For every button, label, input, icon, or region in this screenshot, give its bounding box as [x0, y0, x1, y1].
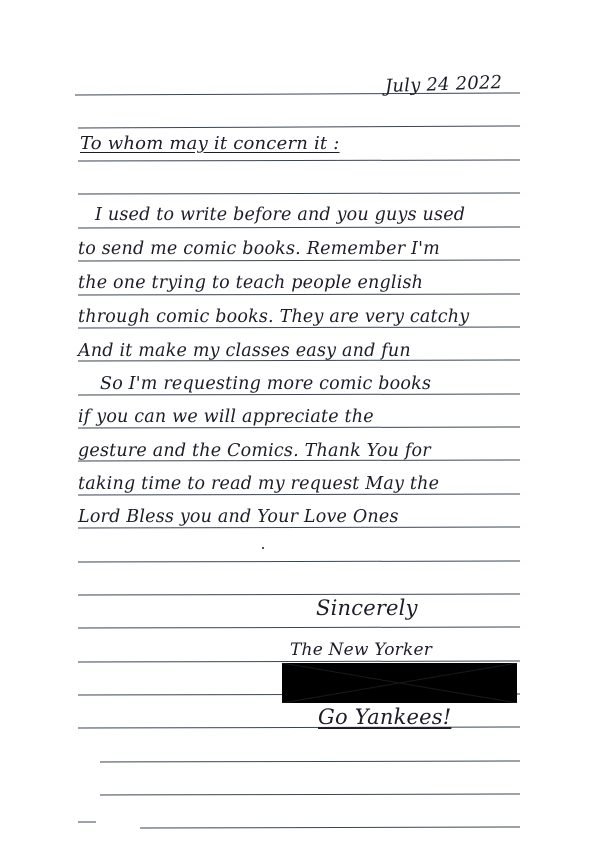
ruled-line: [78, 527, 520, 528]
signature-name: The New Yorker: [290, 640, 433, 660]
redaction-cross: [282, 663, 517, 703]
ruled-line: [78, 594, 520, 595]
ruled-line: [100, 794, 520, 795]
ruled-line: [78, 627, 520, 628]
ruled-line: [78, 126, 520, 128]
postscript: Go Yankees!: [318, 705, 452, 729]
letter-date: July 24 2022: [384, 71, 503, 98]
ruled-line: [78, 427, 520, 428]
ruled-line: [78, 193, 520, 194]
salutation: To whom may it concern it :: [80, 133, 340, 154]
redaction-box: [282, 663, 517, 703]
body-line: And it make my classes easy and fun: [78, 341, 411, 361]
ruled-line: [78, 260, 520, 261]
closing: Sincerely: [316, 596, 418, 620]
ruled-line: [78, 327, 520, 328]
ruled-line: [78, 394, 520, 395]
body-line: gesture and the Comics. Thank You for: [78, 441, 431, 461]
body-line: if you can we will appreciate the: [78, 407, 374, 427]
body-line: So I'm requesting more comic books: [100, 374, 432, 394]
body-line: Lord Bless you and Your Love Ones: [78, 507, 399, 527]
ruled-line: [78, 160, 520, 161]
ruled-line: [140, 827, 520, 828]
ink-dot: [262, 547, 264, 549]
body-line: taking time to read my request May the: [78, 474, 440, 494]
body-line: to send me comic books. Remember I'm: [78, 239, 440, 259]
ruled-line: [78, 494, 520, 495]
ruled-line: [78, 227, 520, 228]
body-line: the one trying to teach people english: [78, 273, 424, 293]
ruled-line: [78, 727, 520, 728]
ruled-line: [100, 761, 520, 762]
ruled-line: [78, 294, 520, 295]
body-line: I used to write before and you guys used: [95, 205, 466, 225]
ruled-line: [78, 561, 520, 562]
body-line: through comic books. They are very catchy: [78, 307, 470, 327]
ruled-line: [78, 661, 520, 662]
